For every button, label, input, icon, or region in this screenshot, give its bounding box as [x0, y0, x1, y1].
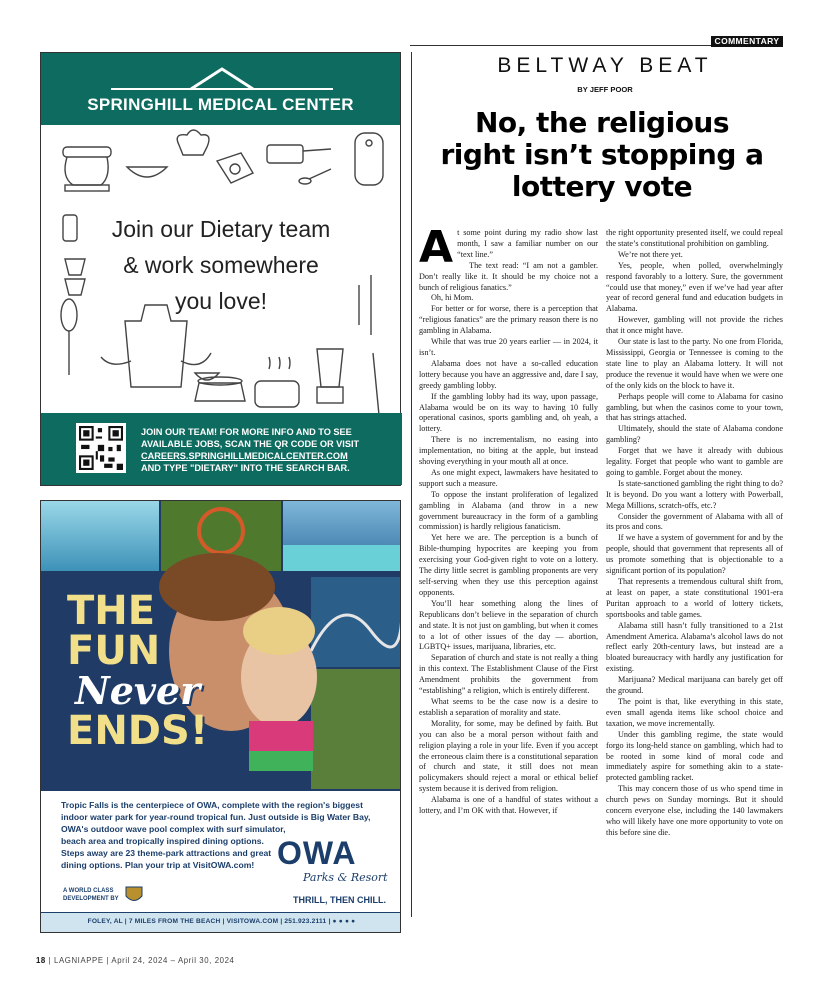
headline-line: FUN — [67, 628, 161, 674]
paragraph: Oh, hi Mom. — [431, 293, 474, 303]
owa-headline — [67, 588, 209, 754]
title-line: No, the religious — [474, 106, 730, 139]
springhill-footer — [41, 413, 402, 485]
paragraph: That represents a tremendous cultural shift from, at least on paper, a state constitutional 1901-era Puritan approach to a world of lottery tickets, sportsbooks and table games. — [606, 577, 783, 619]
paragraph: Yet here we are. The perception is a bunch of Bible-thumping hypocrites are keeping you from exercising your God-given right to vote on a lottery. The dirty little secret is gambling proponents are very self-serving when they use this perception against opponents. — [419, 533, 598, 597]
title-line: lottery vote — [511, 170, 693, 203]
paragraph: If the gambling lobby had its way, upon passage, Alabama would be on its way to having 10 fully operational casinos, sports gambling and, oh yeah, a lottery. — [419, 391, 598, 434]
paragraph: Marijuana? Medical marijuana can barely get off the ground. — [606, 675, 783, 696]
owa-ad[interactable] — [40, 500, 401, 933]
paragraph: Alabama is one of a handful of states without a lottery, and I’m OK with that. However, if — [419, 795, 598, 816]
headline-line: ENDS! — [67, 708, 209, 754]
article-column-1 — [419, 222, 598, 817]
tagline-line: & work somewhere — [123, 252, 319, 278]
crest-icon — [123, 884, 145, 906]
paragraph: the right opportunity presented itself, we could repeal the state’s constitutional prohibition on gambling. — [606, 228, 783, 248]
springhill-header — [41, 53, 400, 125]
footer-line: AND TYPE "DIETARY" INTO THE SEARCH BAR. — [141, 463, 350, 473]
springhill-tagline — [71, 211, 371, 319]
owa-slogan: THRILL, THEN CHILL. — [293, 895, 386, 905]
paragraph: While that was true 20 years earlier — in 2024, it isn’t. — [419, 337, 598, 357]
springhill-brand: SPRINGHILL MEDICAL CENTER — [87, 95, 354, 114]
headline-line: THE — [67, 588, 156, 634]
paragraph: What seems to be the case now is a desire to establish a separation of morality and state. — [419, 696, 598, 717]
byline: BY JEFF POOR — [577, 85, 633, 94]
paragraph: This may concern those of us who spend time in church pews on Sunday mornings. But it should concern everyone else, including the 140 lawmakers who will likely have one more opportunity to vote on this before sine die. — [606, 784, 783, 837]
footer-line: AVAILABLE JOBS, SCAN THE QR CODE OR VISIT — [141, 439, 360, 449]
paragraph: You’ll hear something along the lines of Republicans don’t believe in the separation of church and state. It is not just on gambling, but when it comes to a lot of other issues of the day — abortion, LGBTQ+ issues, marijuana, libraries, etc. — [419, 598, 598, 652]
paragraph: To oppose the instant proliferation of legalized gambling in Alabama (and throw in a new government bureaucracy in the form of a gambling commission) is hardly religious fanaticism. — [419, 489, 598, 532]
column-name: BELTWAY BEAT — [497, 54, 713, 77]
springhill-ad[interactable] — [40, 52, 401, 486]
section-tag: COMMENTARY — [711, 36, 783, 47]
paragraph: Our state is last to the party. No one from Florida, Mississippi, Georgia or Tennessee is coming to the state line to play an Alabama lottery. It will not produce the revenue it would have when we were one of the only kids on the block to have it. — [606, 337, 783, 390]
paragraph: Perhaps people will come to Alabama for casino gambling, but when the casinos come to your town, that has strings attached. — [606, 391, 783, 423]
paragraph: Alabama still hasn’t fully transitioned to a 21st Amendment America. Alabama’s alcohol laws do not reflect early 20th-century laws, but instead are a bloated bureaucracy with hardly any justification for existing. — [606, 620, 783, 674]
paragraph: As one might expect, lawmakers have hesitated to support such a measure. — [419, 467, 598, 488]
body-line: Steps away are 23 theme-park attractions and great — [61, 848, 272, 858]
paragraph: Is state-sanctioned gambling the right thing to do? It is beyond. Do you want a lottery with Powerball, Mega Millions, scratch-offs, etc.? — [606, 478, 783, 510]
issue-dates: April 24, 2024 – April 30, 2024 — [111, 956, 235, 965]
paragraph: For better or for worse, there is a perception that “religious fanatics” are the primary reason there is no gambling in Alabama. — [419, 304, 598, 336]
owa-info-text[interactable]: FOLEY, AL | 7 MILES FROM THE BEACH | VISITOWA.COM | 251.923.2111 | ● ● ● ● — [87, 918, 356, 925]
paragraph: Under this gambling regime, the state would forgo its long-held stance on gambling, which had to be rooted in some kind of moral code and immediately aspire for something akin to a state-protected gambling racket. — [606, 729, 783, 783]
tagline-line: you love! — [174, 288, 268, 314]
body-line: dining options. Plan your trip at VisitOWA.com! — [61, 860, 255, 870]
page-footer: 18 | LAGNIAPPE | April 24, 2024 – April 30, 2024 — [36, 956, 235, 965]
careers-link[interactable]: CAREERS.SPRINGHILLMEDICALCENTER.COM — [141, 451, 348, 461]
world-class-label: A WORLD CLASS DEVELOPMENT BY — [63, 888, 119, 902]
paragraph: Morality, for some, may be defined by faith. But you can also be a moral person without faith and religion playing a role in your life. Even if you accept the erroneous claim there is a constitutional separation of church and state, it still does not mean policymakers should reject a moral or ethical belief system because it is derived from religion. — [419, 718, 598, 794]
paragraph: Forget that we have it already with dubious legality. Forget that people who want to gamble are going to gamble. Forget about the money. — [606, 446, 783, 477]
headline-line-script: Never — [75, 668, 201, 713]
paragraph: If we have a system of government for and by the people, should that government that represents all of us promote something that is objectionable to a significant portion of its population? — [606, 533, 783, 576]
springhill-footer-text — [141, 426, 391, 474]
paragraph: The point is that, like everything in this state, even small agenda items like school choice and taxation, we move incrementally. — [606, 696, 783, 728]
paragraph: However, gambling will not provide the riches that it once might have. — [606, 315, 783, 336]
roof-logo-icon — [41, 63, 402, 93]
body-line: beach area and tropically inspired dining options. — [61, 836, 264, 846]
paragraph: Alabama does not have a so-called education lottery because you have an aggressive and, dare I say, greedy gambling lobby. — [419, 358, 598, 390]
page-number: 18 — [36, 956, 46, 965]
paragraph: Ultimately, should the state of Alabama condone gambling? — [606, 424, 783, 445]
article-column-2 — [606, 228, 783, 839]
owa-info-bar — [41, 912, 401, 932]
paragraph: Yes, people, when polled, overwhelmingly respond favorably to a lottery. Sure, the government “could use that money,” even if we’ve had year after year of record general fund and education budgets in Alabama. — [606, 260, 783, 314]
footer-line: JOIN OUR TEAM! FOR MORE INFO AND TO SEE — [141, 427, 352, 437]
article-title — [415, 107, 789, 203]
paragraph: t some point during my radio show last month, I saw a familiar number on our “text line.” — [457, 228, 598, 259]
paragraph: Consider the government of Alabama with all of its pros and cons. — [606, 511, 783, 532]
body-line: OWA's outdoor wave pool complex with surf simulator, — [61, 824, 286, 834]
body-line: indoor water park for year-round tropical fun. Just outside is Big Water Bay, — [61, 812, 371, 822]
owa-logo-subtitle: Parks & Resort — [303, 871, 388, 884]
body-line: Tropic Falls is the centerpiece of OWA, complete with the region's biggest — [61, 800, 363, 810]
publication-name: LAGNIAPPE — [54, 956, 104, 965]
tagline-line: Join our Dietary team — [111, 216, 331, 242]
paragraph: There is no incrementalism, no easing into implementation, no biting at the apple, but instead shoving everything in your mouth all at once. — [419, 435, 598, 467]
owa-logo[interactable]: OWA — [277, 835, 357, 871]
drop-cap: A — [419, 222, 454, 273]
column-rule — [411, 52, 412, 917]
paragraph: We’re not there yet. — [618, 249, 683, 259]
paragraph: The text read: “I am not a gambler. Don’t really like it. It should be my choice not a bunch of religious fanatics.” — [419, 260, 598, 292]
paragraph: Separation of church and state is not really a thing in this context. The Establishment Clause of the First Amendment prohibits the government from “establishing” a religion, which is entirely different. — [419, 653, 598, 696]
qr-code-icon[interactable] — [76, 423, 126, 473]
title-line: right isn’t stopping a — [440, 138, 764, 171]
